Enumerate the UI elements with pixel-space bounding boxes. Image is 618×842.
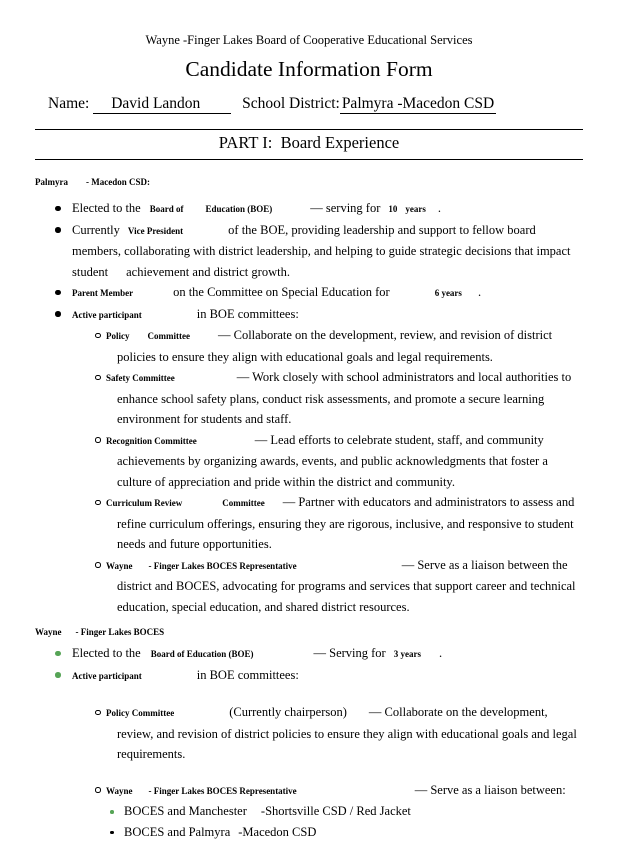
field-gap [141, 656, 151, 657]
body-text: achievement and district growth. [126, 265, 290, 279]
filled-field-text: 10 [388, 204, 397, 214]
field-gap [62, 634, 76, 635]
body-text: Currently [72, 223, 120, 237]
section-heading [35, 176, 583, 188]
field-gap [174, 715, 229, 716]
field-gap [133, 295, 173, 296]
field-gap [190, 338, 218, 339]
field-gap [142, 317, 197, 318]
body-text: of the BOE, providing leadership and support to fellow board members, collaborating with district leadership, and helping to guide strategic decisions that impact student [72, 223, 574, 279]
field-gap [141, 211, 150, 212]
field-gap [183, 211, 205, 212]
field-gap [272, 211, 310, 212]
filled-field-text: years [405, 204, 426, 214]
bullet-circle-icon [95, 500, 101, 506]
district-label: School District: [242, 95, 340, 112]
list-item-text [72, 643, 583, 665]
field-gap [197, 443, 255, 444]
list-item-text [117, 780, 583, 802]
list-item [110, 801, 583, 822]
filled-field-text: Parent Member [72, 288, 133, 298]
body-text: -Shortsville CSD / Red Jacket [261, 804, 411, 818]
list-item [55, 198, 583, 220]
bullet-disc-icon [55, 311, 61, 317]
body-text: Elected to the [72, 646, 141, 660]
body-text: — Partner with educators and administrators to assess and refine curriculum offerings, ensuring they are rigorous, inclusive, and responsive to student needs and future opportunities. [117, 495, 577, 551]
list-item-text [72, 198, 583, 220]
list-item [55, 220, 583, 283]
field-gap [347, 715, 369, 716]
bullet-disc-icon [55, 290, 61, 296]
field-gap [130, 338, 148, 339]
body-text: BOCES and Manchester [124, 804, 247, 818]
bullet-circle-icon [95, 375, 101, 381]
field-gap [183, 233, 228, 234]
bullet-disc-icon [55, 651, 61, 657]
list-item [95, 780, 583, 802]
field-gap [142, 678, 197, 679]
filled-field-text: Board of [150, 204, 184, 214]
list-item-text [72, 282, 583, 304]
list-item [95, 430, 583, 493]
body-text: . [438, 201, 441, 215]
list-item [55, 282, 583, 304]
list-item [55, 665, 583, 687]
body-text: -Macedon CSD [238, 825, 316, 839]
part1-band [35, 129, 583, 160]
body-text: — Collaborate on the development, review, and revision of district policies to ensure they align with educational goals and legal requirements. [117, 328, 555, 364]
body-text: — serving for [310, 201, 380, 215]
org-title: Wayne -Finger Lakes Board of Cooperative Educational Services [0, 33, 618, 48]
body-text: — Lead efforts to celebrate student, staff, and community achievements by organizing awards, events, and public acknowledgments that foster a culture of appreciation and pride within the district and community. [117, 433, 551, 489]
filled-field-text: 3 years [394, 649, 421, 659]
field-gap [133, 793, 149, 794]
filled-field-text: Committee [148, 331, 190, 341]
bullet-circle-icon [95, 562, 101, 568]
sections-container [35, 176, 583, 842]
body-text: on the Committee on Special Education for [173, 285, 390, 299]
filled-field-text: Safety Committee [106, 373, 175, 383]
field-gap [182, 505, 222, 506]
form-title: Candidate Information Form [0, 57, 618, 82]
filled-field-text: Wayne [106, 561, 133, 571]
list-item-text [124, 801, 583, 822]
list-item-text [117, 702, 583, 765]
filled-field-text: Active participant [72, 310, 142, 320]
filled-field-text: Vice President [128, 226, 183, 236]
name-value-field: David Landon [93, 95, 231, 114]
field-gap [265, 505, 283, 506]
list-item [95, 367, 583, 430]
bullet-circle-icon [95, 437, 101, 443]
filled-field-text: Wayne [106, 786, 133, 796]
bullet-dot-icon [110, 831, 114, 835]
field-gap [297, 793, 415, 794]
name-district-line [48, 95, 583, 114]
filled-field-text: - Finger Lakes BOCES Representative [149, 786, 297, 796]
list-item-text [117, 492, 583, 555]
filled-field-text: Board of Education (BOE) [151, 649, 254, 659]
list-item-text [72, 304, 583, 326]
body-text: — Serving for [314, 646, 386, 660]
bullet-circle-icon [95, 787, 101, 793]
bullet-disc-icon [55, 227, 61, 233]
district-value-field: Palmyra -Macedon CSD [340, 95, 496, 114]
field-gap [68, 184, 86, 185]
list-item-text [117, 367, 583, 430]
field-gap [386, 656, 394, 657]
filled-field-text: Curriculum Review [106, 498, 182, 508]
part1-title: PART I: Board Experience [35, 133, 583, 153]
filled-field-text: - Finger Lakes BOCES Representative [149, 561, 297, 571]
bullet-disc-icon [55, 206, 61, 212]
list-item [95, 325, 583, 367]
filled-field-text: Recognition Committee [106, 436, 197, 446]
section-heading [35, 626, 583, 638]
filled-field-text: Wayne [35, 627, 62, 637]
filled-field-text: - Macedon CSD: [86, 177, 150, 187]
filled-field-text: Policy Committee [106, 708, 174, 718]
filled-field-text: Policy [106, 331, 130, 341]
list-item-text [117, 430, 583, 493]
filled-field-text: Active participant [72, 671, 142, 681]
field-gap [297, 568, 402, 569]
body-text: . [439, 646, 442, 660]
filled-field-text: 6 years [435, 288, 462, 298]
body-text: BOCES and Palmyra [124, 825, 230, 839]
list-item-text [72, 220, 583, 283]
body-text: — Serve as a liaison between: [415, 783, 566, 797]
bullet-dot-icon [110, 810, 114, 814]
filled-field-text: Education (BOE) [205, 204, 272, 214]
field-gap [421, 656, 439, 657]
body-text: in BOE committees: [197, 668, 299, 682]
bullet-circle-icon [95, 710, 101, 716]
filled-field-text: Palmyra [35, 177, 68, 187]
body-text: . [478, 285, 481, 299]
body-text: Elected to the [72, 201, 141, 215]
field-gap [462, 295, 478, 296]
body-text: — Serve as a liaison between the district and BOCES, advocating for programs and services that support career and technical education, special education, and shared district resources. [117, 558, 579, 614]
list-item-text [117, 555, 583, 618]
list-item [95, 492, 583, 555]
list-item [95, 702, 583, 765]
name-label: Name: [48, 95, 89, 112]
field-gap [175, 380, 237, 381]
list-item [95, 555, 583, 618]
filled-field-text: - Finger Lakes BOCES [76, 627, 165, 637]
field-gap [133, 568, 149, 569]
field-gap [120, 233, 128, 234]
body-text: — Work closely with school administrators and local authorities to enhance school safety plans, conduct risk assessments, and promote a secure learning environment for students and staff. [117, 370, 574, 426]
list-item-text [117, 325, 583, 367]
bullet-disc-icon [55, 672, 61, 678]
field-gap [108, 275, 126, 276]
body-text: in BOE committees: [197, 307, 299, 321]
filled-field-text: Committee [222, 498, 264, 508]
body-text: — Collaborate on the development, review, and revision of district policies to ensure they align with educational goals and legal requirements. [117, 705, 580, 761]
document-page [0, 33, 618, 833]
field-gap [254, 656, 314, 657]
list-item [55, 304, 583, 326]
list-item [55, 643, 583, 665]
list-item [110, 822, 583, 842]
list-item-text [124, 822, 583, 842]
bullet-circle-icon [95, 333, 101, 339]
body-text: (Currently chairperson) [229, 705, 347, 719]
field-gap [426, 211, 438, 212]
field-gap [390, 295, 435, 296]
list-item-text [72, 665, 583, 687]
field-gap [247, 814, 261, 815]
